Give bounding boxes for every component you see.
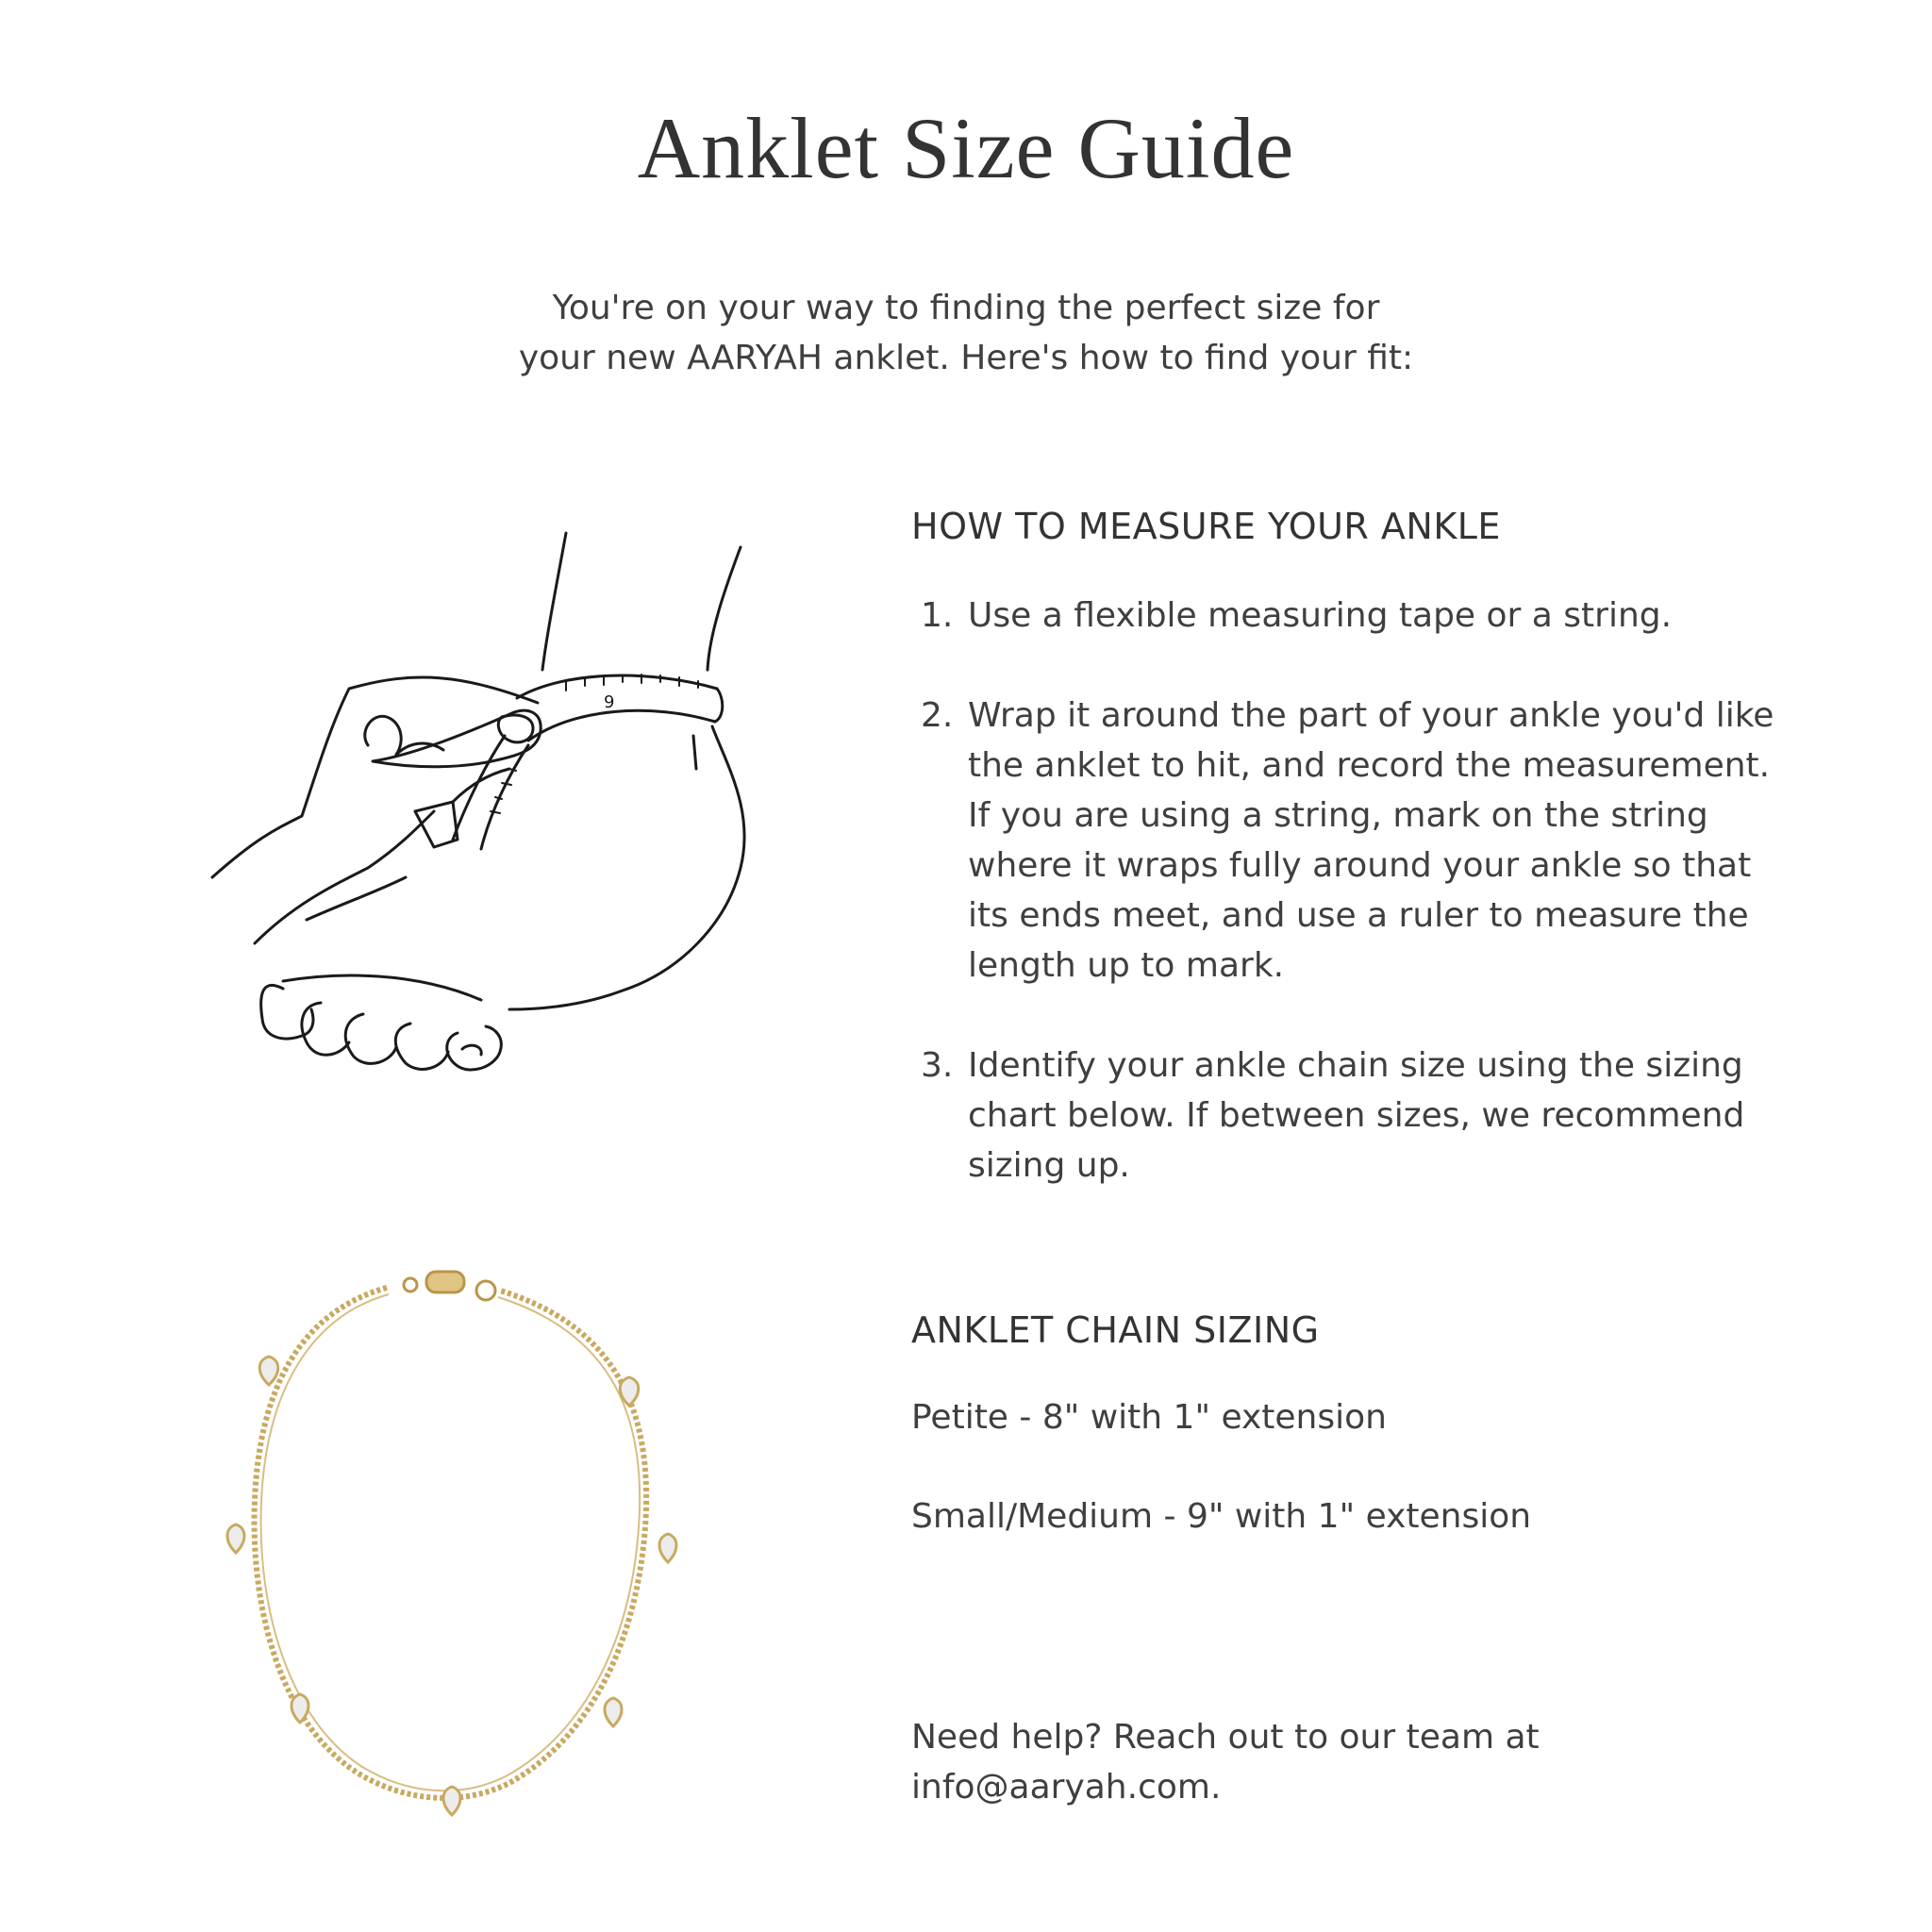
charm — [227, 1524, 244, 1553]
leg-back-line — [542, 533, 566, 670]
measuring-tape-end — [715, 689, 723, 722]
intro-line-1: You're on your way to finding the perfect size for — [552, 289, 1380, 327]
help-line-1: Need help? Reach out to our team at — [911, 1718, 1540, 1757]
step-item — [911, 591, 1798, 641]
leg-front-line — [708, 547, 741, 670]
charm — [259, 1357, 278, 1385]
toe-4 — [395, 1024, 448, 1069]
charm-drops — [227, 1357, 676, 1815]
toenail — [462, 1045, 481, 1055]
intro-text — [0, 283, 1932, 383]
ankle-measuring-illustration — [170, 528, 755, 1075]
step-number: 3. — [921, 1046, 954, 1085]
step-item — [911, 691, 1798, 991]
measuring-tape-bottom — [528, 710, 715, 741]
measuring-tape-top — [517, 675, 717, 698]
charm — [605, 1698, 622, 1726]
chain-sizing-heading: ANKLET CHAIN SIZING — [911, 1309, 1320, 1351]
page-title: Anklet Size Guide — [637, 100, 1295, 196]
step-text: Identify your ankle chain size using the sizing chart below. If between sizes, we recommend sizing up. — [968, 1046, 1745, 1185]
palm-line — [307, 877, 406, 920]
toe-3 — [345, 1014, 396, 1063]
toe-base-line — [283, 975, 481, 1000]
step-text: Wrap it around the part of your ankle you'd like the anklet to hit, and record the measurement. If you are using a string, mark on the string where it wraps fully around your ankle so that its ends meet, and use a ruler to measure the length up to mark. — [968, 696, 1774, 985]
heel-line — [693, 736, 696, 769]
tape-loop — [415, 802, 458, 847]
charm — [659, 1534, 676, 1562]
toe-2 — [302, 1003, 349, 1055]
step-number: 1. — [921, 596, 954, 635]
step-number: 2. — [921, 696, 954, 735]
charm — [443, 1787, 460, 1815]
size-petite: Petite - 8" with 1" extension — [911, 1398, 1387, 1437]
thumb — [373, 710, 541, 767]
help-text — [911, 1712, 1572, 1812]
chain-loop — [255, 1288, 647, 1798]
help-email: info@aaryah.com. — [911, 1768, 1222, 1807]
size-small-medium: Small/Medium - 9" with 1" extension — [911, 1497, 1532, 1536]
toe-5 — [447, 1026, 502, 1070]
how-to-measure-heading: HOW TO MEASURE YOUR ANKLE — [911, 506, 1501, 547]
step-text: Use a flexible measuring tape or a string. — [968, 596, 1673, 635]
step-item — [911, 1041, 1798, 1191]
measure-steps-list — [911, 591, 1798, 1241]
clasp — [404, 1272, 495, 1300]
intro-line-2: your new AARYAH anklet. Here's how to find your fit: — [518, 339, 1414, 377]
anklet-chain-illustration — [217, 1255, 708, 1821]
finger-1 — [365, 716, 401, 755]
tape-number: 9 — [604, 692, 615, 712]
foot-outline — [509, 726, 744, 1009]
